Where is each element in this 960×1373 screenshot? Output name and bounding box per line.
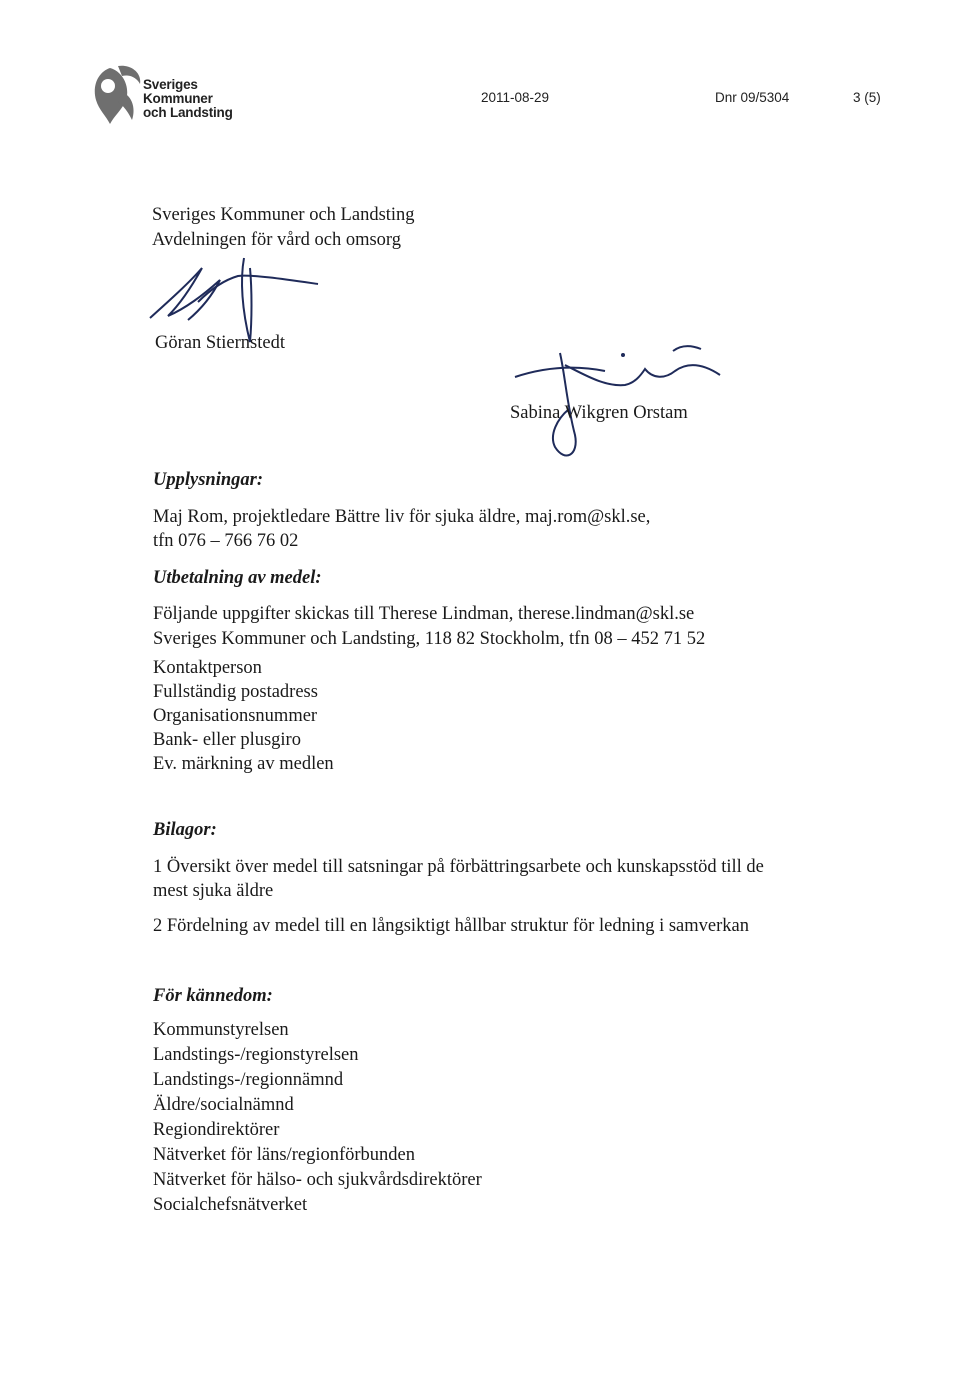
list-item: Organisationsnummer xyxy=(153,706,318,726)
list-item: Kontaktperson xyxy=(153,658,262,678)
utbetalning-line-2: Sveriges Kommuner och Landsting, 118 82 Stockholm, tfn 08 – 452 71 52 xyxy=(153,629,706,649)
utbetalning-line-1: Följande uppgifter skickas till Therese Lindman, therese.lindman@skl.se xyxy=(153,604,695,624)
upplysningar-heading: Upplysningar: xyxy=(153,470,263,490)
signature-2 xyxy=(505,335,730,465)
upplysningar-line-2: tfn 076 – 766 76 02 xyxy=(153,531,299,551)
upplysningar-line-1: Maj Rom, projektledare Bättre liv för sjuka äldre, maj.rom@skl.se, xyxy=(153,507,651,527)
document-number: Dnr 09/5304 xyxy=(715,90,790,105)
logo-line: och Landsting xyxy=(143,105,233,120)
logo-line: Sveriges xyxy=(143,77,198,92)
list-item: Bank- eller plusgiro xyxy=(153,730,301,750)
sender-department: Avdelningen för vård och omsorg xyxy=(152,230,402,250)
signatory-second: Sabina Wikgren Orstam xyxy=(510,403,688,423)
list-item: Ev. märkning av medlen xyxy=(153,754,334,774)
bilaga-1-line-1: 1 Översikt över medel till satsningar på förbättringsarbete och kunskapsstöd till de xyxy=(153,857,764,877)
sender-org: Sveriges Kommuner och Landsting xyxy=(152,205,415,225)
list-item: Äldre/socialnämnd xyxy=(153,1095,294,1115)
list-item: Socialchefsnätverket xyxy=(153,1195,308,1215)
skl-logo-icon xyxy=(88,62,150,128)
list-item: Nätverket för läns/regionförbunden xyxy=(153,1145,415,1165)
bilaga-2: 2 Fördelning av medel till en långsiktigt hållbar struktur för ledning i samverkan xyxy=(153,916,749,936)
list-item: Landstings-/regionnämnd xyxy=(153,1070,344,1090)
bilagor-heading: Bilagor: xyxy=(153,820,217,840)
utbetalning-heading: Utbetalning av medel: xyxy=(153,568,322,588)
list-item: Kommunstyrelsen xyxy=(153,1020,289,1040)
list-item: Nätverket för hälso- och sjukvårdsdirektörer xyxy=(153,1170,482,1190)
page-number: 3 (5) xyxy=(853,90,881,105)
kannedom-heading: För kännedom: xyxy=(153,986,273,1006)
kannedom-list xyxy=(153,1018,482,1218)
logo-text xyxy=(143,78,233,120)
list-item: Regiondirektörer xyxy=(153,1120,280,1140)
bilaga-1-line-2: mest sjuka äldre xyxy=(153,881,274,901)
logo-line: Kommuner xyxy=(143,91,213,106)
list-item: Landstings-/regionstyrelsen xyxy=(153,1045,359,1065)
logo xyxy=(88,62,150,128)
utbetalning-list xyxy=(153,656,334,776)
list-item: Fullständig postadress xyxy=(153,682,318,702)
signatory-first: Göran Stiernstedt xyxy=(155,333,285,353)
document-date: 2011-08-29 xyxy=(481,90,550,105)
